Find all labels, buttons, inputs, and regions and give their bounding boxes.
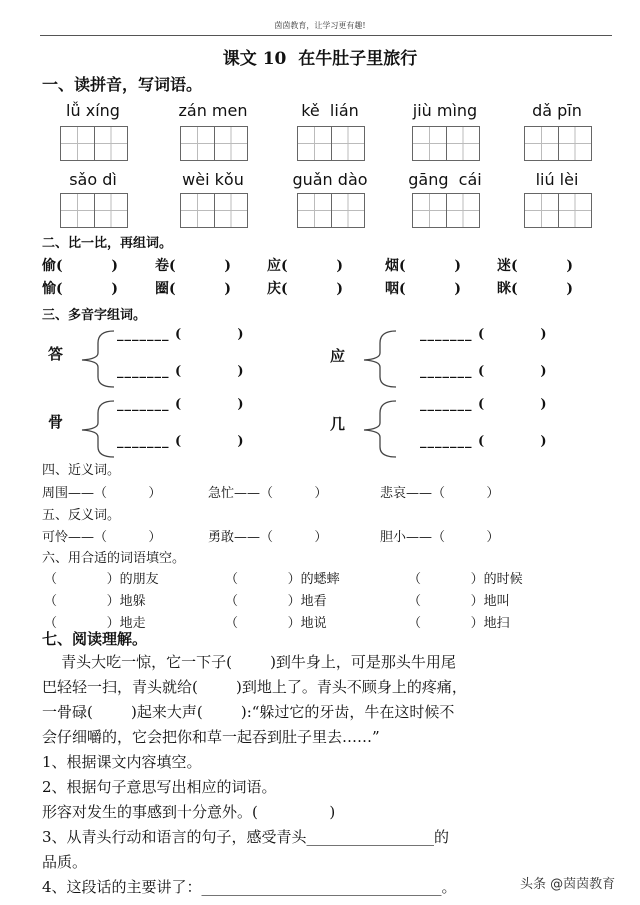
pinyin-label: sǎo dì <box>69 170 117 189</box>
tianzi-cell[interactable] <box>298 194 332 227</box>
paragraph-line: 一骨碌( )起来大声( ):“躲过它的牙齿，牛在这时候不 <box>42 703 455 721</box>
pronunciation-blank[interactable]: _______ ( ) <box>117 397 245 412</box>
tianzi-cell[interactable] <box>332 194 365 227</box>
word-pair-item[interactable]: 勇敢——（ ） <box>208 530 328 545</box>
pinyin-label: zán men <box>178 101 248 120</box>
polyphone-char: 答 <box>48 345 64 363</box>
compare-item[interactable]: 应( ) <box>267 258 343 274</box>
question-2: 2、根据句子意思写出相应的词语。 <box>42 778 277 796</box>
fill-item[interactable]: （ ）的朋友 <box>44 572 159 587</box>
writing-box[interactable] <box>524 193 592 228</box>
pronunciation-blank[interactable]: _______ ( ) <box>117 434 245 449</box>
writing-box[interactable] <box>180 193 248 228</box>
compare-item[interactable]: 眯( ) <box>497 281 573 297</box>
writing-box[interactable] <box>524 126 592 161</box>
pronunciation-blank[interactable]: _______ ( ) <box>420 327 548 342</box>
tianzi-cell[interactable] <box>413 194 447 227</box>
question-3: 3、从青头行动和语言的句子，感受青头_________________的 <box>42 828 450 846</box>
fill-item[interactable]: （ ）的蟋蟀 <box>225 572 340 587</box>
pinyin-label: kě lián <box>301 101 359 120</box>
tianzi-cell[interactable] <box>332 127 365 160</box>
writing-box[interactable] <box>297 193 365 228</box>
pinyin-label: dǎ pīn <box>532 101 582 120</box>
paragraph-line: 会仔细嚼的，它会把你和草一起吞到肚子里去……” <box>42 728 380 746</box>
writing-box[interactable] <box>412 126 480 161</box>
writing-box[interactable] <box>60 126 128 161</box>
brace-icon <box>76 329 116 389</box>
section-7-heading: 七、阅读理解。 <box>42 630 148 648</box>
fill-item[interactable]: （ ）地扫 <box>408 616 510 631</box>
word-pair-item[interactable]: 胆小——（ ） <box>380 530 500 545</box>
pinyin-label: gāng cái <box>408 170 482 189</box>
writing-box[interactable] <box>180 126 248 161</box>
pronunciation-blank[interactable]: _______ ( ) <box>117 364 245 379</box>
tianzi-cell[interactable] <box>447 194 480 227</box>
section-2-heading: 二、比一比，再组词。 <box>42 236 173 251</box>
polyphone-char: 应 <box>330 347 346 365</box>
fill-item[interactable]: （ ）地躲 <box>44 594 146 609</box>
compare-item[interactable]: 咽( ) <box>385 281 461 297</box>
tianzi-cell[interactable] <box>559 194 592 227</box>
brace-icon <box>358 399 398 459</box>
question-3-cont: 品质。 <box>42 853 88 871</box>
compare-item[interactable]: 偷( ) <box>42 258 118 274</box>
tianzi-cell[interactable] <box>525 194 559 227</box>
fill-item[interactable]: （ ）地说 <box>225 616 327 631</box>
pronunciation-blank[interactable]: _______ ( ) <box>420 397 548 412</box>
pinyin-label: liú lèi <box>535 170 579 189</box>
fill-item[interactable]: （ ）地叫 <box>408 594 510 609</box>
header-divider <box>40 35 612 36</box>
tianzi-cell[interactable] <box>181 194 215 227</box>
word-pair-item[interactable]: 急忙——（ ） <box>208 486 328 501</box>
tianzi-cell[interactable] <box>215 127 248 160</box>
section-5-heading: 五、反义词。 <box>42 508 121 523</box>
writing-box[interactable] <box>297 126 365 161</box>
pinyin-label: wèi kǒu <box>182 170 244 189</box>
fill-item[interactable]: （ ）地走 <box>44 616 146 631</box>
tianzi-cell[interactable] <box>61 194 95 227</box>
watermark: 头条 @茵茵教育 <box>520 877 616 892</box>
paragraph-line: 巴轻轻一扫，青头就给( )到地上了。青头不顾身上的疼痛， <box>42 678 467 696</box>
tianzi-cell[interactable] <box>61 127 95 160</box>
pronunciation-blank[interactable]: _______ ( ) <box>117 327 245 342</box>
tianzi-cell[interactable] <box>559 127 592 160</box>
polyphone-char: 几 <box>330 415 346 433</box>
section-4-heading: 四、近义词。 <box>42 463 121 478</box>
pinyin-label: guǎn dào <box>292 170 368 189</box>
section-3-heading: 三、多音字组词。 <box>42 308 147 323</box>
compare-item[interactable]: 迷( ) <box>497 258 573 274</box>
fill-item[interactable]: （ ）的时候 <box>408 572 523 587</box>
word-pair-item[interactable]: 悲哀——（ ） <box>380 486 500 501</box>
tianzi-cell[interactable] <box>181 127 215 160</box>
section-6-heading: 六、用合适的词语填空。 <box>42 551 186 566</box>
brace-icon <box>76 399 116 459</box>
pronunciation-blank[interactable]: _______ ( ) <box>420 364 548 379</box>
compare-item[interactable]: 卷( ) <box>155 258 231 274</box>
tianzi-cell[interactable] <box>215 194 248 227</box>
tianzi-cell[interactable] <box>413 127 447 160</box>
question-2-text: 形容对发生的事感到十分意外。( ) <box>42 803 336 821</box>
fill-item[interactable]: （ ）地看 <box>225 594 327 609</box>
word-pair-item[interactable]: 周围——（ ） <box>42 486 162 501</box>
writing-box[interactable] <box>60 193 128 228</box>
writing-box[interactable] <box>412 193 480 228</box>
brace-icon <box>358 329 398 389</box>
polyphone-char: 骨 <box>48 413 64 431</box>
compare-item[interactable]: 圈( ) <box>155 281 231 297</box>
tianzi-cell[interactable] <box>525 127 559 160</box>
compare-item[interactable]: 庆( ) <box>267 281 343 297</box>
pronunciation-blank[interactable]: _______ ( ) <box>420 434 548 449</box>
question-4: 4、这段话的主要讲了：________________________________。 <box>42 878 457 896</box>
compare-item[interactable]: 烟( ) <box>385 258 461 274</box>
section-1-heading: 一、读拼音，写词语。 <box>42 75 203 94</box>
tianzi-cell[interactable] <box>95 194 128 227</box>
tianzi-cell[interactable] <box>447 127 480 160</box>
paragraph-line: 青头大吃一惊，它一下子( )到牛身上，可是那头牛用尾 <box>42 653 456 671</box>
word-pair-item[interactable]: 可怜——（ ） <box>42 530 162 545</box>
compare-item[interactable]: 愉( ) <box>42 281 118 297</box>
header-slogan: 茵茵教育，让学习更有趣! <box>274 21 366 30</box>
pinyin-label: lǚ xíng <box>66 101 120 120</box>
tianzi-cell[interactable] <box>298 127 332 160</box>
page-title: 课文 10 在牛肚子里旅行 <box>222 49 418 69</box>
question-1: 1、根据课文内容填空。 <box>42 753 202 771</box>
pinyin-label: jiù mìng <box>412 101 478 120</box>
tianzi-cell[interactable] <box>95 127 128 160</box>
